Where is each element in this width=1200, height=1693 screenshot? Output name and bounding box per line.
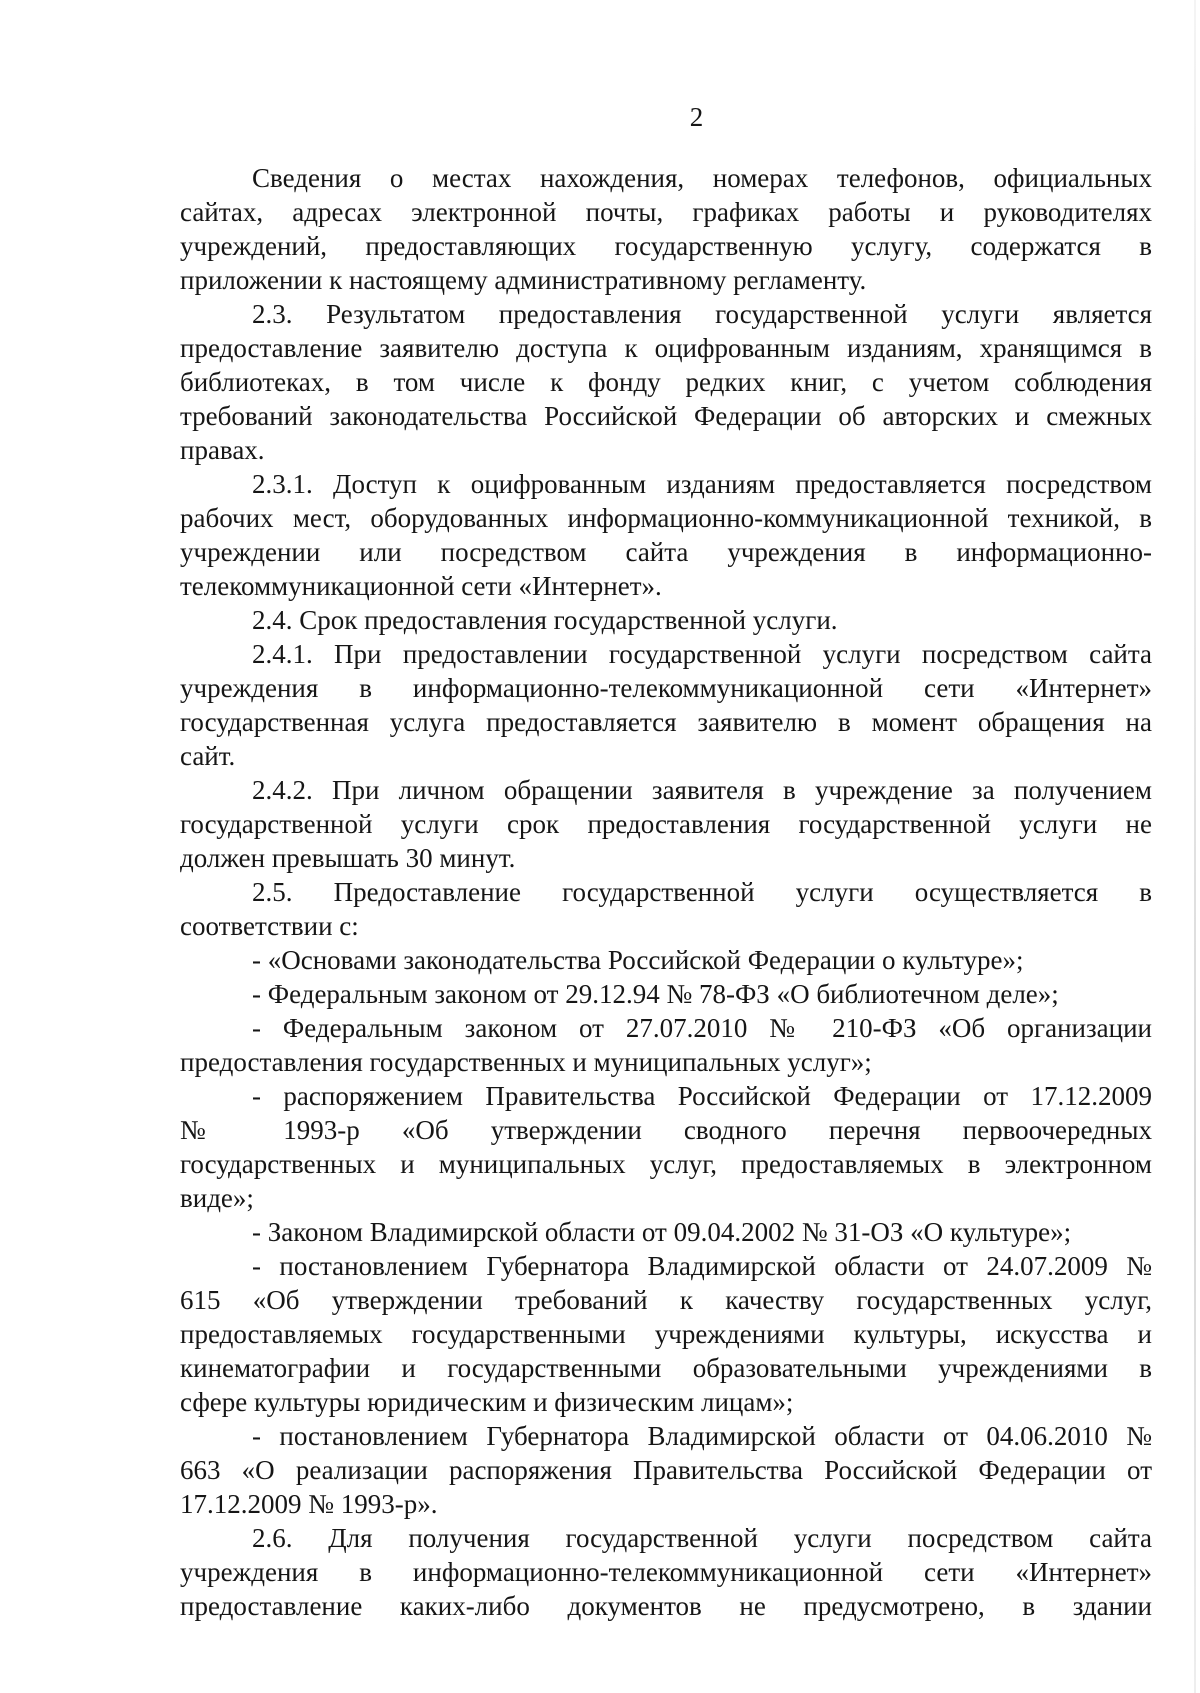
text-line: 2.4.2. При личном обращении заявителя в учреждение за получением	[252, 775, 1152, 805]
text-line: № 1993-р «Об утверждении сводного перечня первоочередных	[180, 1115, 1152, 1145]
text-line: предоставляемых государственными учреждениями культуры, искусства и	[180, 1319, 1152, 1349]
page-number: 2	[689, 102, 704, 132]
document-body	[180, 161, 1152, 1623]
text-line: виде»;	[180, 1183, 254, 1213]
text-line: 2.3.1. Доступ к оцифрованным изданиям предоставляется посредством	[252, 469, 1152, 499]
text-line: требований законодательства Российской Федерации об авторских и смежных	[180, 401, 1152, 431]
text-line: 2.3. Результатом предоставления государственной услуги является	[252, 299, 1152, 329]
text-line: - распоряжением Правительства Российской Федерации от 17.12.2009	[252, 1081, 1152, 1111]
text-line: 2.5. Предоставление государственной услуги осуществляется в	[252, 877, 1152, 907]
text-line: - постановлением Губернатора Владимирской области от 04.06.2010 №	[252, 1421, 1152, 1451]
text-line: - Федеральным законом от 27.07.2010 № 210-ФЗ «Об организации	[252, 1013, 1152, 1043]
text-line: предоставление заявителю доступа к оцифрованным изданиям, хранящимся в	[180, 333, 1152, 363]
text-line: 663 «О реализации распоряжения Правительства Российской Федерации от	[180, 1455, 1152, 1485]
text-line: Сведения о местах нахождения, номерах телефонов, официальных	[252, 163, 1152, 193]
text-line: государственных и муниципальных услуг, предоставляемых в электронном	[180, 1149, 1152, 1179]
text-line: кинематографии и государственными образовательными учреждениями в	[180, 1353, 1152, 1383]
text-line: учреждений, предоставляющих государственную услугу, содержатся в	[180, 231, 1152, 261]
text-line: государственной услуги срок предоставления государственной услуги не	[180, 809, 1152, 839]
text-line: - Федеральным законом от 29.12.94 № 78-ФЗ «О библиотечном деле»;	[252, 979, 1059, 1009]
text-line: 17.12.2009 № 1993-р».	[180, 1489, 438, 1519]
scan-edge-shadow	[1194, 0, 1196, 1693]
text-line: 2.6. Для получения государственной услуги посредством сайта	[252, 1523, 1152, 1553]
text-line: телекоммуникационной сети «Интернет».	[180, 571, 662, 601]
text-line: правах.	[180, 435, 265, 465]
text-line: учреждения в информационно-телекоммуникационной сети «Интернет»	[180, 673, 1152, 703]
text-line: библиотеках, в том числе к фонду редких книг, с учетом соблюдения	[180, 367, 1152, 397]
text-line: предоставления государственных и муниципальных услуг»;	[180, 1047, 872, 1077]
text-line: соответствии с:	[180, 911, 359, 941]
text-line: - постановлением Губернатора Владимирской области от 24.07.2009 №	[252, 1251, 1152, 1281]
text-line: учреждения в информационно-телекоммуникационной сети «Интернет»	[180, 1557, 1152, 1587]
text-line: государственная услуга предоставляется заявителю в момент обращения на	[180, 707, 1152, 737]
text-line: - «Основами законодательства Российской Федерации о культуре»;	[252, 945, 1024, 975]
text-line: 2.4.1. При предоставлении государственной услуги посредством сайта	[252, 639, 1152, 669]
text-line: предоставление каких-либо документов не предусмотрено, в здании	[180, 1591, 1152, 1621]
text-line: рабочих мест, оборудованных информационно-коммуникационной техникой, в	[180, 503, 1152, 533]
text-line: 615 «Об утверждении требований к качеству государственных услуг,	[180, 1285, 1152, 1315]
text-line: - Законом Владимирской области от 09.04.2002 № 31-ОЗ «О культуре»;	[252, 1217, 1072, 1247]
text-line: учреждении или посредством сайта учреждения в информационно-	[180, 537, 1152, 567]
text-line: приложении к настоящему административному регламенту.	[180, 265, 867, 295]
text-line: 2.4. Срок предоставления государственной услуги.	[252, 605, 838, 635]
text-line: сайт.	[180, 741, 236, 771]
text-line: должен превышать 30 минут.	[180, 843, 516, 873]
text-line: сайтах, адресах электронной почты, графиках работы и руководителях	[180, 197, 1152, 227]
text-line: сфере культуры юридическим и физическим лицам»;	[180, 1387, 794, 1417]
